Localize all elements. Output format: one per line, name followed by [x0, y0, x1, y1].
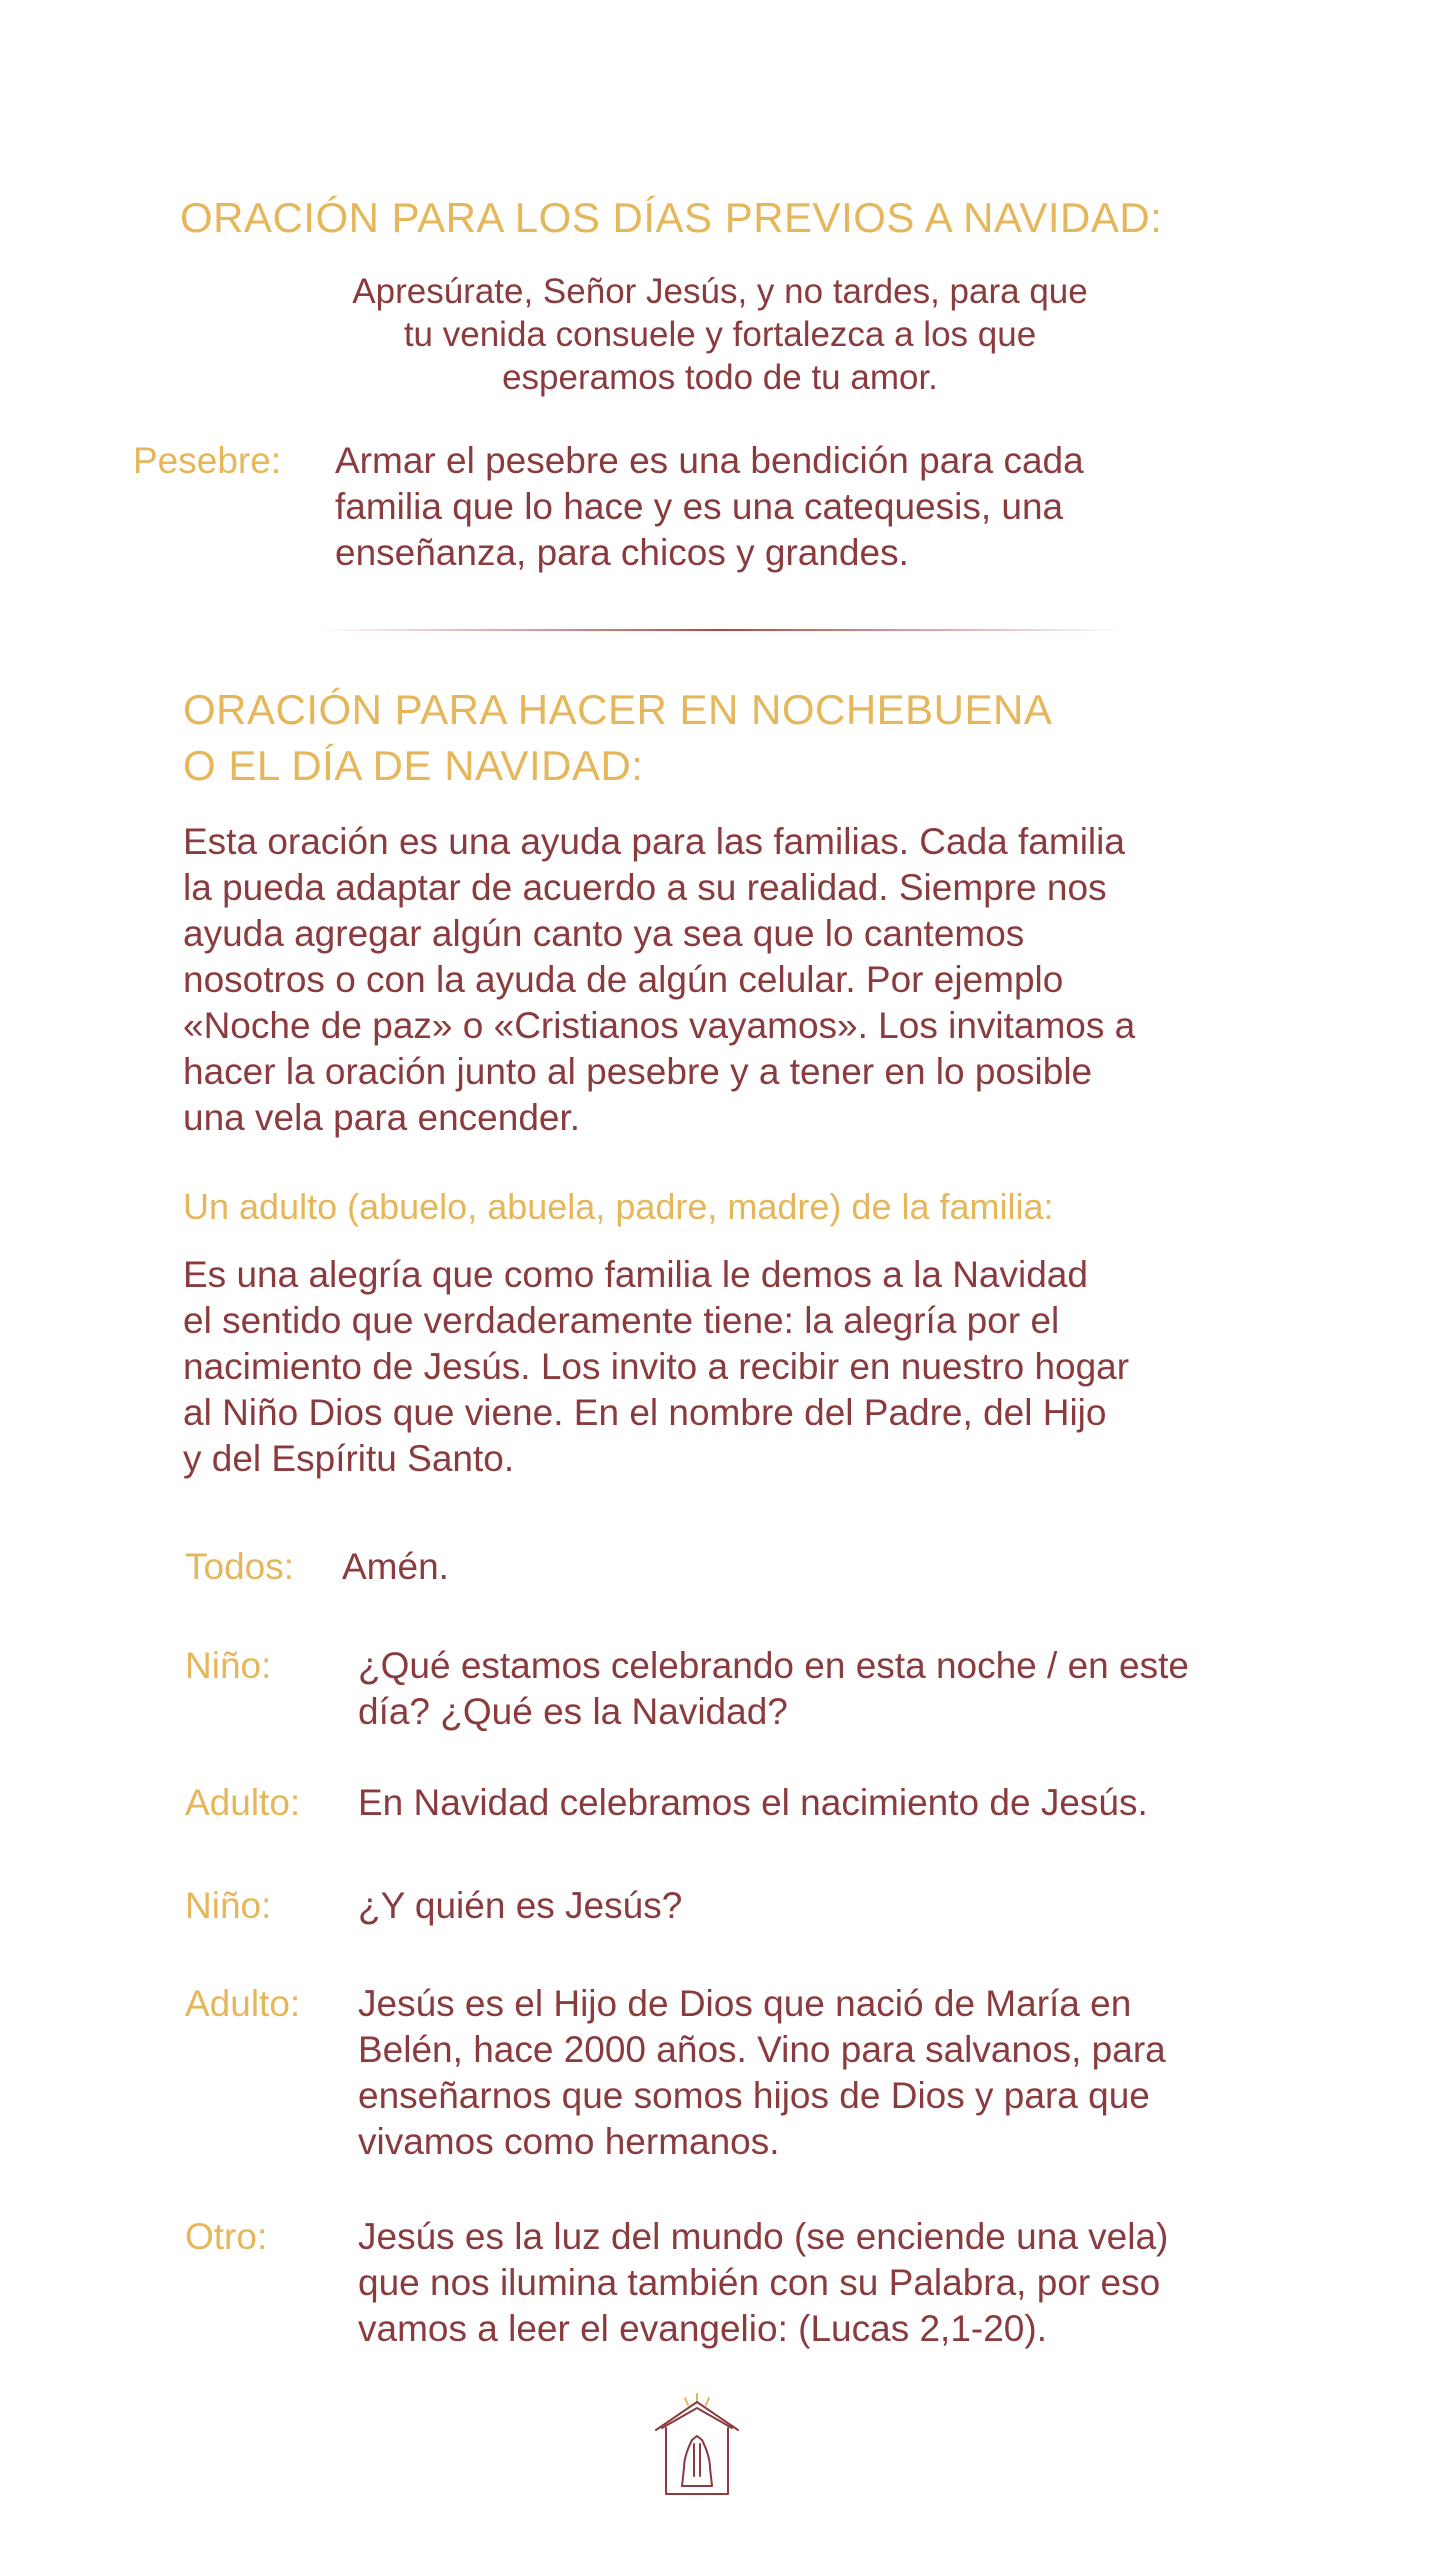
dialogue-line: día? ¿Qué es la Navidad?: [358, 1691, 788, 1732]
dialogue-text: [358, 1643, 1418, 1735]
section2-title: [183, 682, 1052, 794]
adult-line: y del Espíritu Santo.: [183, 1438, 515, 1479]
pesebre-label: Pesebre:: [133, 440, 282, 481]
intro-line: una vela para encender.: [183, 1097, 581, 1138]
intro-line: nosotros o con la ayuda de algún celular. Por ejemplo: [183, 959, 1064, 1000]
advent-prayer: [260, 270, 1180, 399]
dialogue-label-adulto: Adulto:: [185, 1782, 301, 1823]
adult-line: Es una alegría que como familia le demos a la Navidad: [183, 1254, 1088, 1295]
intro-line: la pueda adaptar de acuerdo a su realidad. Siempre nos: [183, 867, 1107, 908]
title-line: O EL DÍA DE NAVIDAD:: [183, 742, 644, 789]
pesebre-text: [335, 438, 1315, 576]
dialogue-label-adulto: Adulto:: [185, 1983, 301, 2024]
intro-line: hacer la oración junto al pesebre y a tener en lo posible: [183, 1051, 1093, 1092]
intro-line: ayuda agregar algún canto ya sea que lo cantemos: [183, 913, 1025, 954]
dialogue-label-otro: Otro:: [185, 2216, 268, 2257]
dialogue-text: [358, 1883, 1418, 1929]
dialogue-line: ¿Y quién es Jesús?: [358, 1885, 683, 1926]
dialogue-line: vivamos como hermanos.: [358, 2121, 780, 2162]
pesebre-line: Armar el pesebre es una bendición para cada: [335, 440, 1084, 481]
prayer-line: tu venida consuele y fortalezca a los que: [403, 315, 1037, 354]
adult-text: [183, 1252, 1383, 1482]
dialogue-text: [358, 2214, 1418, 2352]
prayer-line: Apresúrate, Señor Jesús, y no tardes, para que: [352, 272, 1088, 311]
pesebre-line: enseñanza, para chicos y grandes.: [335, 532, 909, 573]
todos-text: Amén.: [342, 1546, 449, 1587]
dialogue-line: Jesús es la luz del mundo (se enciende una vela): [358, 2216, 1169, 2257]
adult-line: nacimiento de Jesús. Los invito a recibir en nuestro hogar: [183, 1346, 1130, 1387]
dialogue-line: En Navidad celebramos el nacimiento de Jesús.: [358, 1782, 1148, 1823]
dialogue-text: [358, 1780, 1418, 1826]
dialogue-line: vamos a leer el evangelio: (Lucas 2,1-20).: [358, 2308, 1047, 2349]
intro-line: Esta oración es una ayuda para las familias. Cada familia: [183, 821, 1125, 862]
dialogue-line: Jesús es el Hijo de Dios que nació de María en: [358, 1983, 1132, 2024]
dialogue-line: enseñarnos que somos hijos de Dios y para que: [358, 2075, 1150, 2116]
intro-line: «Noche de paz» o «Cristianos vayamos». Los invitamos a: [183, 1005, 1136, 1046]
adult-line: el sentido que verdaderamente tiene: la alegría por el: [183, 1300, 1060, 1341]
dialogue-line: Belén, hace 2000 años. Vino para salvanos, para: [358, 2029, 1166, 2070]
dialogue-label-nino: Niño:: [185, 1645, 272, 1686]
praying-hands-chapel-icon: [652, 2390, 742, 2500]
dialogue-label-nino: Niño:: [185, 1885, 272, 1926]
section-divider: [318, 629, 1126, 631]
dialogue-line: ¿Qué estamos celebrando en esta noche / en este: [358, 1645, 1189, 1686]
title-line: ORACIÓN PARA HACER EN NOCHEBUENA: [183, 686, 1053, 733]
section2-intro: [183, 819, 1383, 1141]
dialogue-text: [358, 1981, 1418, 2165]
prayer-line: esperamos todo de tu amor.: [502, 358, 938, 397]
todos-label: Todos:: [185, 1546, 295, 1587]
dialogue-line: que nos ilumina también con su Palabra, por eso: [358, 2262, 1161, 2303]
section1-title: ORACIÓN PARA LOS DÍAS PREVIOS A NAVIDAD:: [180, 194, 1163, 241]
adult-line: al Niño Dios que viene. En el nombre del Padre, del Hijo: [183, 1392, 1107, 1433]
adult-heading: Un adulto (abuelo, abuela, padre, madre) de la familia:: [183, 1186, 1054, 1227]
pesebre-line: familia que lo hace y es una catequesis, una: [335, 486, 1064, 527]
